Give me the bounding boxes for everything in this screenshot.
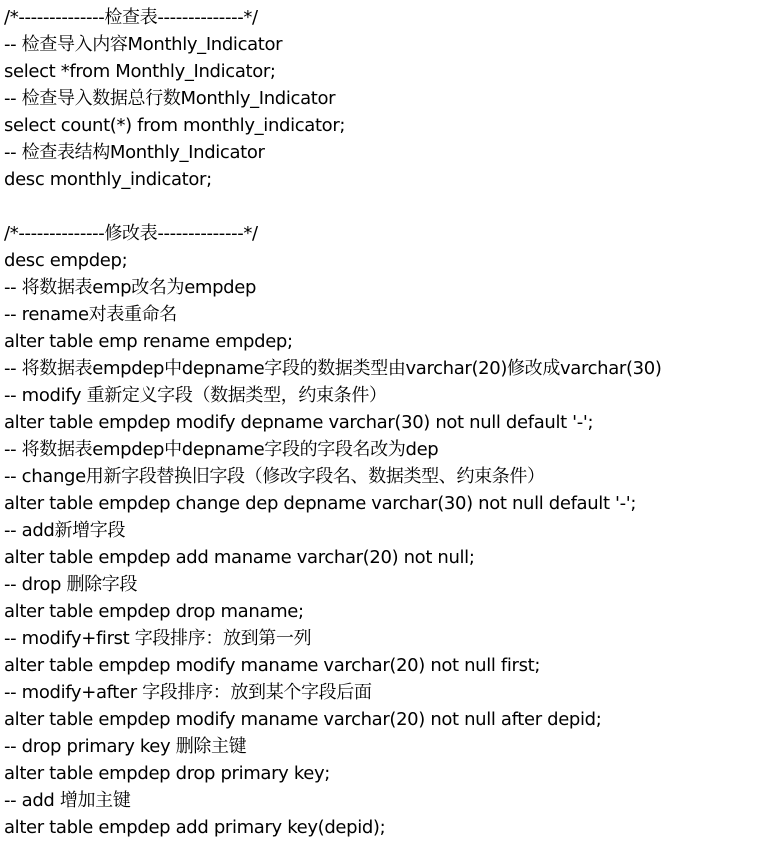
comment-line: -- 将数据表empdep中depname字段的字段名改为dep bbox=[4, 439, 439, 460]
comment-line: -- 将数据表empdep中depname字段的数据类型由varchar(20)修改成varchar(30) bbox=[4, 358, 662, 379]
comment-line: -- change用新字段替换旧字段（修改字段名、数据类型、约束条件） bbox=[4, 466, 545, 487]
code-line: select *from Monthly_Indicator; bbox=[4, 61, 276, 82]
code-line: alter table empdep modify maname varchar(20) not null after depid; bbox=[4, 709, 602, 730]
comment-line: -- 检查表结构Monthly_Indicator bbox=[4, 142, 265, 163]
comment-line: -- modify+after 字段排序：放到某个字段后面 bbox=[4, 682, 372, 703]
comment-line: /*--------------修改表--------------*/ bbox=[4, 223, 258, 244]
comment-line: -- drop 删除字段 bbox=[4, 574, 138, 595]
code-line: alter table empdep change dep depname varchar(30) not null default '-'; bbox=[4, 493, 637, 514]
comment-line: -- 将数据表emp改名为empdep bbox=[4, 277, 257, 298]
comment-line: -- drop primary key 删除主键 bbox=[4, 736, 247, 757]
code-line: alter table empdep add primary key(depid); bbox=[4, 817, 386, 838]
code-line: alter table emp rename empdep; bbox=[4, 331, 293, 352]
code-line: alter table empdep drop primary key; bbox=[4, 763, 331, 784]
code-line: desc monthly_indicator; bbox=[4, 169, 212, 190]
comment-line: -- 检查导入数据总行数Monthly_Indicator bbox=[4, 88, 336, 109]
code-line: select count(*) from monthly_indicator; bbox=[4, 115, 346, 136]
comment-line: -- modify 重新定义字段（数据类型，约束条件） bbox=[4, 385, 387, 406]
comment-line: -- 检查导入内容Monthly_Indicator bbox=[4, 34, 283, 55]
code-line: alter table empdep modify maname varchar(20) not null first; bbox=[4, 655, 541, 676]
code-line: desc empdep; bbox=[4, 250, 128, 271]
code-line: alter table empdep drop maname; bbox=[4, 601, 304, 622]
code-editor[interactable] bbox=[4, 4, 779, 841]
comment-line: -- modify+first 字段排序：放到第一列 bbox=[4, 628, 312, 649]
code-line: alter table empdep modify depname varchar(30) not null default '-'; bbox=[4, 412, 594, 433]
code-line: alter table empdep add maname varchar(20) not null; bbox=[4, 547, 475, 568]
comment-line: -- add 增加主键 bbox=[4, 790, 131, 811]
comment-line: -- rename对表重命名 bbox=[4, 304, 177, 325]
blank-line bbox=[4, 193, 779, 220]
comment-line: -- add新增字段 bbox=[4, 520, 126, 541]
comment-line: /*--------------检查表--------------*/ bbox=[4, 7, 258, 28]
